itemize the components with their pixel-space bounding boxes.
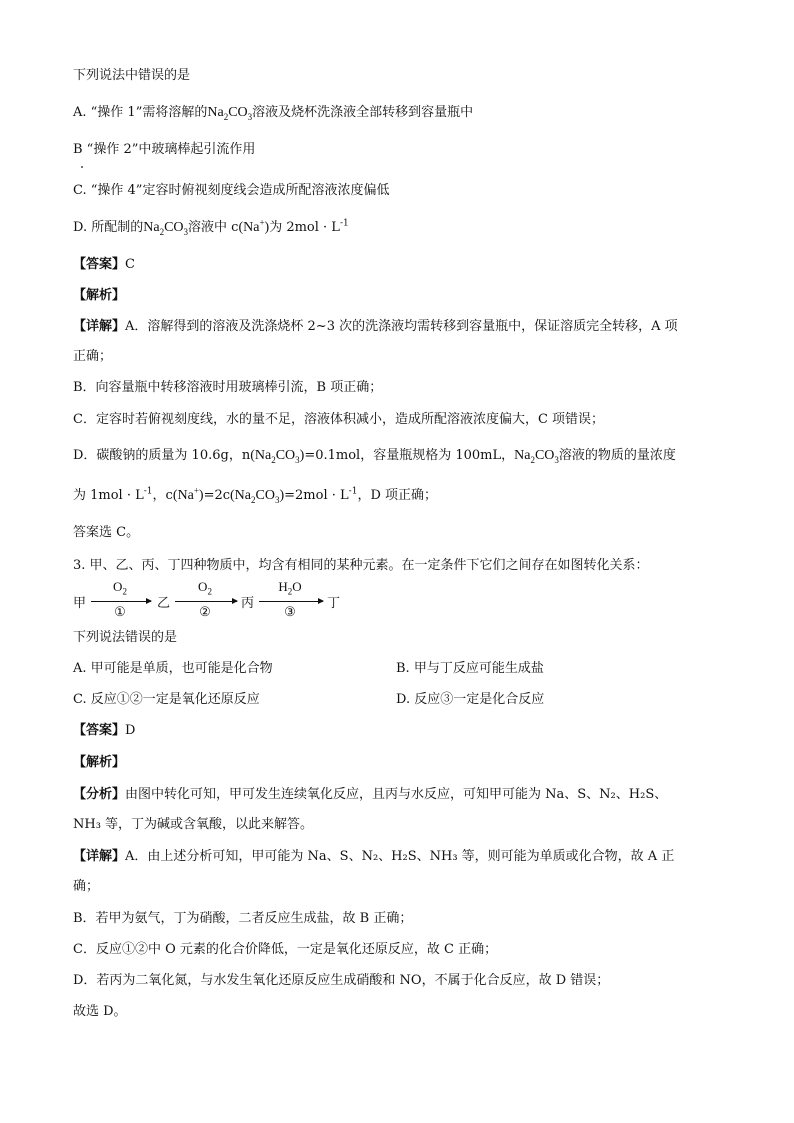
- q2-option-d: D. 所配制的$Na_2CO_3$溶液中 c(Na+)为 $2mol \cdot L^{-1}$: [73, 217, 349, 237]
- q2-conclusion: 答案选 C。: [73, 525, 140, 540]
- stray-dot: [81, 166, 83, 168]
- step-1: ①: [114, 605, 126, 620]
- q2-option-b: B “操作 2”中玻璃棒起引流作用: [73, 142, 256, 157]
- q3-option-d: D. 反应③一定是化合反应: [396, 692, 545, 707]
- q2-answer: 【答案】C: [73, 257, 135, 272]
- chain-node-jia: 甲: [73, 596, 87, 611]
- reagent-1: $O_2$: [113, 579, 127, 597]
- q2-analysis-label: 【解析】: [73, 288, 126, 303]
- q3-option-b: B. 甲与丁反应可能生成盐: [396, 661, 544, 676]
- q3-prompt: 下列说法错误的是: [73, 630, 178, 645]
- chain-node-ding: 丁: [327, 596, 341, 611]
- arrow-2: [175, 601, 237, 602]
- q2-prompt: 下列说法中错误的是: [73, 68, 191, 83]
- q2-option-a: A. “操作 1”需将溶解的$Na_2CO_3$溶液及烧杯洗涤液全部转移到容量瓶中: [73, 105, 474, 122]
- q3-detail-a: 【详解】A．由上述分析可知，甲可能为 Na、S、N₂、H₂S、NH₃ 等，则可能为单质或化合物，故 A 正: [73, 849, 675, 864]
- chain-node-yi: 乙: [157, 596, 171, 611]
- q3-stem: 3. 甲、乙、丙、丁四种物质中，均含有相同的某种元素。在一定条件下它们之间存在如图转化关系：: [73, 558, 649, 573]
- q3-answer: 【答案】D: [73, 723, 136, 738]
- q2-detail-d: D．碳酸钠的质量为 10.6g，$n(Na_2CO_3)=0.1mol$，容量瓶规格为 100mL，$Na_2CO_3$溶液的物质的量浓度: [73, 448, 676, 465]
- q3-conclusion: 故选 D。: [73, 1004, 127, 1019]
- reagent-2: $O_2$: [198, 579, 212, 597]
- reagent-3: $H_2O$: [278, 579, 302, 597]
- q3-option-c: C. 反应①②一定是氧化还原反应: [73, 692, 260, 707]
- q3-option-a: A. 甲可能是单质，也可能是化合物: [73, 661, 273, 676]
- na2co3-formula: $Na_2CO_3$: [207, 105, 253, 122]
- q3-detail-a-cont: 确；: [73, 879, 100, 894]
- q3-analysis-label: 【解析】: [73, 755, 126, 770]
- q2-detail-a: 【详解】A．溶解得到的溶液及洗涤烧杯 2~3 次的洗涤液均需转移到容量瓶中，保证溶质完全转移，A 项: [73, 319, 678, 334]
- conversion-chain: [73, 579, 373, 627]
- q3-detail-d: D．若丙为二氧化氮，与水发生氧化还原反应生成硝酸和 NO，不属于化合反应，故 D 错误；: [73, 973, 610, 988]
- q2-detail-c: C．定容时若俯视刻度线，水的量不足，溶液体积减小，造成所配溶液浓度偏大，C 项错误；: [73, 412, 605, 427]
- q2-detail-d-cont: 为 $1mol \cdot L^{-1}$，$c(Na^+)=2c(Na_2CO_3)=2mol \cdot L^{-1}$，D 项正确；: [73, 485, 437, 505]
- q3-detail-b: B．若甲为氨气，丁为硝酸，二者反应生成盐，故 B 正确；: [73, 911, 413, 926]
- q2-detail-b: B．向容量瓶中转移溶液时用玻璃棒引流，B 项正确；: [73, 380, 383, 395]
- arrow-3: [259, 601, 323, 602]
- q3-fenxi: 【分析】由图中转化可知，甲可发生连续氧化反应，且丙与水反应，可知甲可能为 Na、S、N₂、H₂S、: [73, 787, 668, 802]
- step-2: ②: [199, 605, 211, 620]
- step-3: ③: [284, 605, 296, 620]
- q3-detail-c: C．反应①②中 O 元素的化合价降低，一定是氧化还原反应，故 C 正确；: [73, 942, 498, 957]
- q2-option-c: C. “操作 4”定容时俯视刻度线会造成所配溶液浓度偏低: [73, 183, 390, 198]
- q2-detail-a-cont: 正确；: [73, 349, 113, 364]
- arrow-1: [91, 601, 151, 602]
- q3-fenxi-cont: NH₃ 等，丁为碱或含氧酸，以此来解答。: [73, 817, 314, 832]
- chain-node-bing: 丙: [241, 596, 255, 611]
